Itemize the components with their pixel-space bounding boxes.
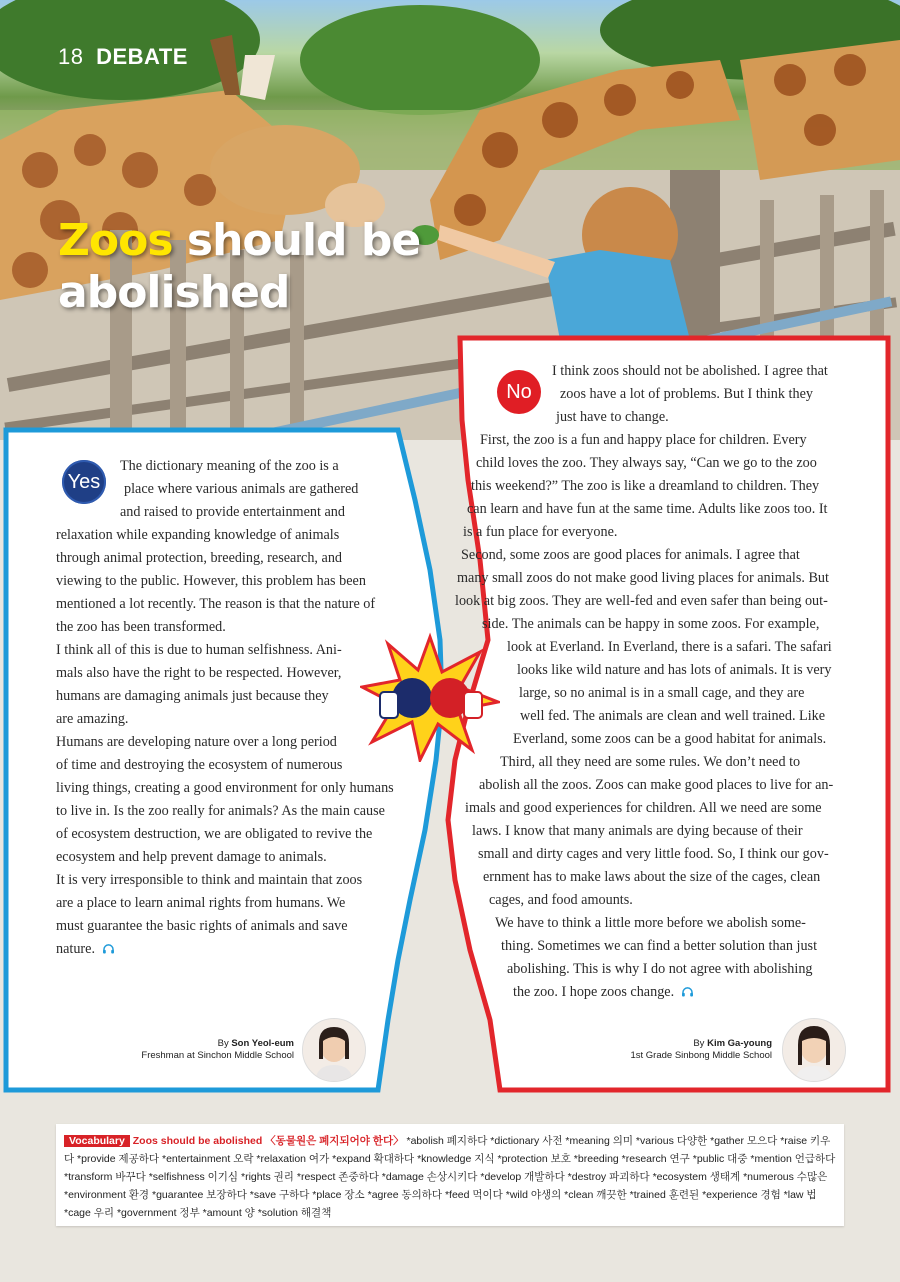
yes-line-last: nature. (56, 938, 416, 961)
vocabulary-title: Zoos should be abolished 〈동물원은 폐지되어야 한다〉 (132, 1135, 404, 1147)
no-line: child loves the zoo. They always say, “Can we go to the zoo (476, 455, 817, 471)
yes-line: The dictionary meaning of the zoo is a (120, 458, 339, 474)
no-line: laws. I know that many animals are dying because of their (472, 823, 803, 839)
vocabulary-box (56, 1124, 844, 1226)
yes-line: living things, creating a good environment for only humans (56, 780, 394, 796)
no-line: ernment has to make laws about the size of the cages, clean (483, 869, 821, 885)
no-line: imals and good experiences for children. All we need are some (465, 800, 822, 816)
author-prefix: By (217, 1038, 232, 1049)
no-line-last: the zoo. I hope zoos change. (455, 981, 850, 1004)
yes-line: place where various animals are gathered (124, 481, 359, 497)
no-argument (455, 360, 850, 1004)
yes-line: of time and destroying the ecosystem of numerous (56, 757, 343, 773)
yes-line: must guarantee the basic rights of animals and save (56, 918, 348, 934)
title-rest: should be (172, 215, 421, 266)
avatar (302, 1018, 366, 1082)
author-school: 1st Grade Sinbong Middle School (630, 1050, 772, 1061)
no-line: Everland, some zoos can be a good habitat for animals. (513, 731, 827, 747)
yes-line: through animal protection, breeding, research, and (56, 550, 343, 566)
yes-line: viewing to the public. However, this problem has been (56, 573, 366, 589)
yes-line: ecosystem and help prevent damage to animals. (56, 849, 327, 865)
no-line: We have to think a little more before we abolish some- (495, 915, 806, 931)
yes-line: humans are damaging animals just because they (56, 688, 329, 704)
no-line: abolish all the zoos. Zoos can make good places to live for an- (479, 777, 834, 793)
avatar (782, 1018, 846, 1082)
yes-line: and raised to provide entertainment and (120, 504, 345, 520)
student-photo (303, 1019, 365, 1081)
no-line: I think zoos should not be abolished. I agree that (552, 363, 828, 379)
yes-author (120, 1038, 294, 1062)
yes-argument (56, 455, 416, 961)
student-photo (783, 1019, 845, 1081)
title-highlight: Zoos (58, 215, 173, 266)
title-line2: abolished (58, 267, 290, 318)
yes-line: Humans are developing nature over a long period (56, 734, 337, 750)
yes-line: the zoo has been transformed. (56, 619, 226, 635)
no-line: First, the zoo is a fun and happy place for children. Every (480, 432, 807, 448)
author-school: Freshman at Sinchon Middle School (141, 1050, 294, 1061)
no-line: looks like wild nature and has lots of animals. It is very (517, 662, 832, 678)
no-line: large, so no animal is in a small cage, and they are (519, 685, 805, 701)
no-line: zoos have a lot of problems. But I think they (560, 386, 813, 402)
no-line: cages, and food amounts. (489, 892, 633, 908)
yes-badge: Yes (62, 460, 106, 504)
author-name: Son Yeol-eum (231, 1038, 294, 1049)
no-line: look at Everland. In Everland, there is a safari. The safari (507, 639, 832, 655)
no-line: well fed. The animals are clean and well trained. Like (520, 708, 826, 724)
yes-line: of ecosystem destruction, we are obligated to revive the (56, 826, 373, 842)
no-line: Third, all they need are some rules. We don’t need to (500, 754, 801, 770)
no-line: small and dirty cages and very little food. So, I think our gov- (478, 846, 829, 862)
vocabulary-text: *abolish 폐지하다 *dictionary 사전 *meaning 의미 *various 다양한 *gather 모으다 *raise 키우다 *provide 제공하다 *entertainment 오락 *relaxation 여가 *expand 확대하다 *knowledge 지식 *protection 보호 *breeding *research 연구 *public 대중 *mention 언급하다 *transform 바꾸다 *selfishness 이기심 *rights 권리 *respect 존중하다 *damage 손상시키다 *develop 개발하다 *destroy 파괴하다 *ecosystem 생태계 *numerous 수많은 *environment 환경 *guarantee 보장하다 *save 구하다 *place 장소 *agree 동의하다 *feed 먹이다 *wild 야생의 *clean 깨끗한 *trained 훈련된 *experience 경험 *law 법 *cage 우리 *government 정부 *amount 양 *solution 해결책 (64, 1135, 836, 1219)
no-author (600, 1038, 772, 1062)
yes-line: to live in. Is the zoo really for animals? As the main cause (56, 803, 385, 819)
yes-line: mentioned a lot recently. The reason is that the nature of (56, 596, 376, 612)
yes-line: mals also have the right to be respected. However, (56, 665, 342, 681)
no-badge: No (497, 370, 541, 414)
yes-line: relaxation while expanding knowledge of animals (56, 527, 340, 543)
headphones-icon[interactable] (681, 987, 694, 997)
yes-line: are amazing. (56, 711, 129, 727)
yes-line: I think all of this is due to human selfishness. Ani- (56, 642, 342, 658)
no-line: many small zoos do not make good living places for animals. But (457, 570, 829, 586)
no-line: Second, some zoos are good places for animals. I agree that (461, 547, 800, 563)
vocabulary-tag: Vocabulary (64, 1135, 130, 1147)
no-line: just have to change. (556, 409, 669, 425)
no-line: thing. Sometimes we can find a better solution than just (501, 938, 818, 954)
no-line: look at big zoos. They are well-fed and even safer than being out- (455, 593, 828, 609)
no-line: can learn and have fun at the same time. Adults like zoos too. It (467, 501, 828, 517)
author-name: Kim Ga-young (707, 1038, 772, 1049)
headphones-icon[interactable] (102, 944, 115, 954)
yes-line: are a place to learn animal rights from humans. We (56, 895, 346, 911)
author-prefix: By (693, 1038, 708, 1049)
no-line: this weekend?” The zoo is like a dreamland to children. They (471, 478, 820, 494)
no-line: abolishing. This is why I do not agree with abolishing (507, 961, 813, 977)
section-label: DEBATE (96, 44, 188, 69)
yes-line: It is very irresponsible to think and maintain that zoos (56, 872, 363, 888)
no-line: side. The animals can be happy in some zoos. For example, (482, 616, 820, 632)
page-number: 18 (58, 44, 84, 69)
no-line: is a fun place for everyone. (463, 524, 618, 540)
